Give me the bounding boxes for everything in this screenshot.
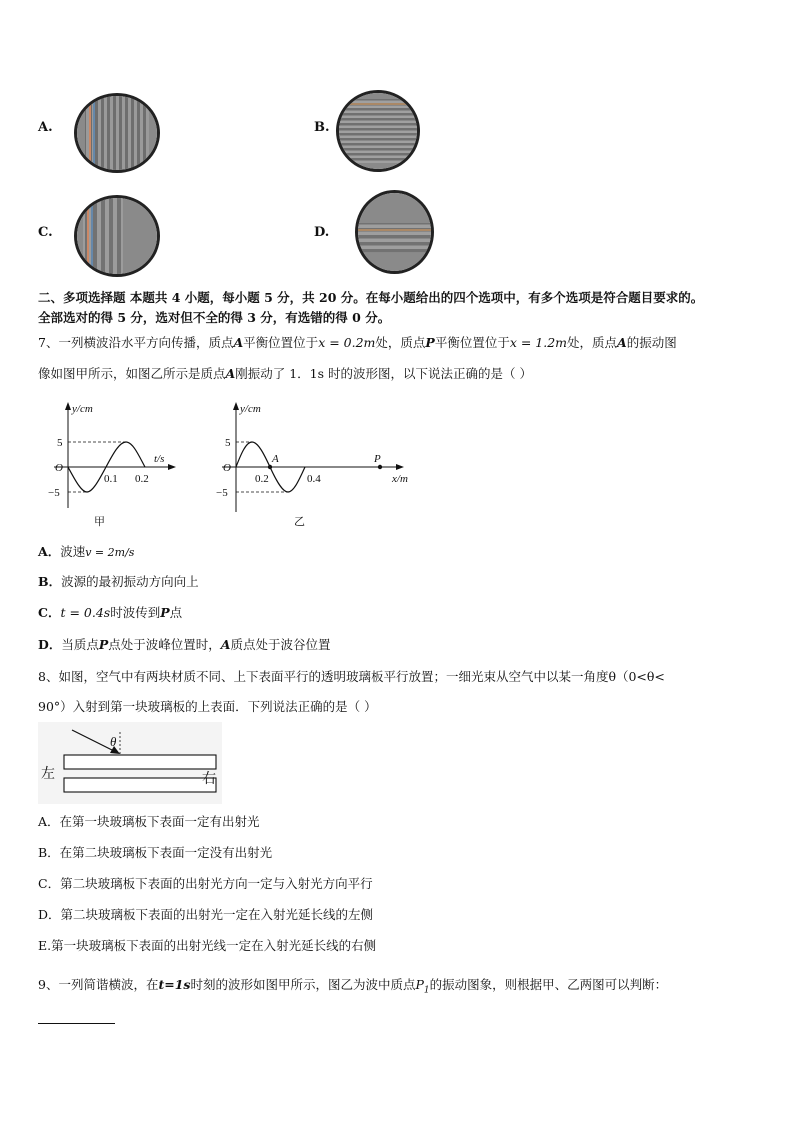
yi-point-p [378, 465, 382, 469]
jia-ylabel: y/cm [72, 403, 93, 415]
jia-ytick-neg: −5 [48, 487, 60, 499]
q8-option-c: C．第二块玻璃板下表面的出射光方向一定与入射光方向平行 [38, 876, 373, 891]
q6-option-d-label: D. [314, 225, 330, 240]
q6-option-a-image [74, 93, 160, 173]
footnote-rule [38, 1023, 115, 1024]
jia-xtick2: 0.2 [135, 473, 149, 485]
q7-graph-jia [44, 398, 184, 528]
q6-option-b-image [336, 90, 420, 172]
q7-option-b: B．波源的最初振动方向向上 [38, 574, 199, 589]
yi-xlabel: x/m [392, 473, 408, 485]
q8-option-d: D．第二块玻璃板下表面的出射光一定在入射光延长线的左侧 [38, 907, 374, 922]
q7-option-c: C．t = 0.4s时波传到P点 [38, 605, 183, 620]
q7-option-a: A．波速v = 2m/s [38, 544, 135, 559]
yi-origin: O [223, 462, 231, 474]
q8-stem-line2: 90°）入射到第一块玻璃板的上表面．下列说法正确的是（ ） [38, 699, 377, 714]
q8-option-e: E.第一块玻璃板下表面的出射光线一定在入射光延长线的右侧 [38, 938, 377, 953]
q8-option-a: A．在第一块玻璃板下表面一定有出射光 [38, 814, 260, 829]
jia-caption: 甲 [94, 515, 105, 528]
figure-left-label: 左 [41, 766, 55, 782]
q9-stem: 9、一列简谐横波，在t=1s时刻的波形如图甲所示，图乙为波中质点$P_1$的振动图象，则根据甲、乙两图可以判断： [38, 977, 668, 996]
yi-label-p: P [374, 453, 381, 465]
q8-figure [38, 722, 222, 804]
jia-ytick-pos: 5 [57, 437, 63, 449]
yi-caption: 乙 [294, 515, 305, 528]
q6-option-d-image [355, 190, 434, 274]
q7-option-d: D．当质点P点处于波峰位置时，A质点处于波谷位置 [38, 637, 331, 652]
yi-ylabel: y/cm [240, 403, 261, 415]
glass-plate-2 [64, 778, 216, 792]
jia-y-arrow [65, 402, 71, 410]
glass-plate-1 [64, 755, 216, 769]
q6-option-c-label: C. [38, 225, 53, 240]
jia-origin: O [55, 462, 63, 474]
yi-ytick-pos: 5 [225, 437, 231, 449]
q8-option-b: B．在第二块玻璃板下表面一定没有出射光 [38, 845, 273, 860]
jia-x-arrow [168, 464, 176, 470]
q6-option-c-image [74, 195, 160, 277]
jia-xlabel: t/s [154, 453, 165, 465]
yi-point-a [268, 465, 272, 469]
jia-xtick1: 0.1 [104, 473, 118, 485]
yi-xtick1: 0.2 [255, 473, 269, 485]
section2-instructions-line1: 二、多项选择题 本题共 4 小题，每小题 5 分，共 20 分。在每小题给出的四个选项中，有多个选项是符合题目要求的。 [38, 290, 704, 305]
figure-right-label: 右 [202, 771, 216, 787]
q6-option-a-label: A. [38, 120, 53, 135]
yi-label-a: A [272, 453, 279, 465]
yi-x-arrow [396, 464, 404, 470]
q7-stem-line2: 像如图甲所示，如图乙所示是质点A刚振动了 1．1s 时的波形图，以下说法正确的是（ ） [38, 366, 532, 381]
q6-option-b-label: B. [314, 120, 330, 135]
section2-instructions-line2: 全部选对的得 5 分，选对但不全的得 3 分，有选错的得 0 分。 [38, 310, 391, 325]
theta-label: θ [110, 734, 117, 749]
q8-stem-line1: 8、如图，空气中有两块材质不同、上下表面平行的透明玻璃板平行放置；一细光束从空气中以某一角度θ（0<θ< [38, 669, 665, 684]
q7-graph-yi [212, 398, 422, 528]
yi-xtick2: 0.4 [307, 473, 321, 485]
q7-stem-line1: 7、一列横波沿水平方向传播，质点A平衡位置位于x = 0.2m处，质点P平衡位置位于x = 1.2m处，质点A的振动图 [38, 335, 677, 350]
yi-y-arrow [233, 402, 239, 410]
yi-ytick-neg: −5 [216, 487, 228, 499]
